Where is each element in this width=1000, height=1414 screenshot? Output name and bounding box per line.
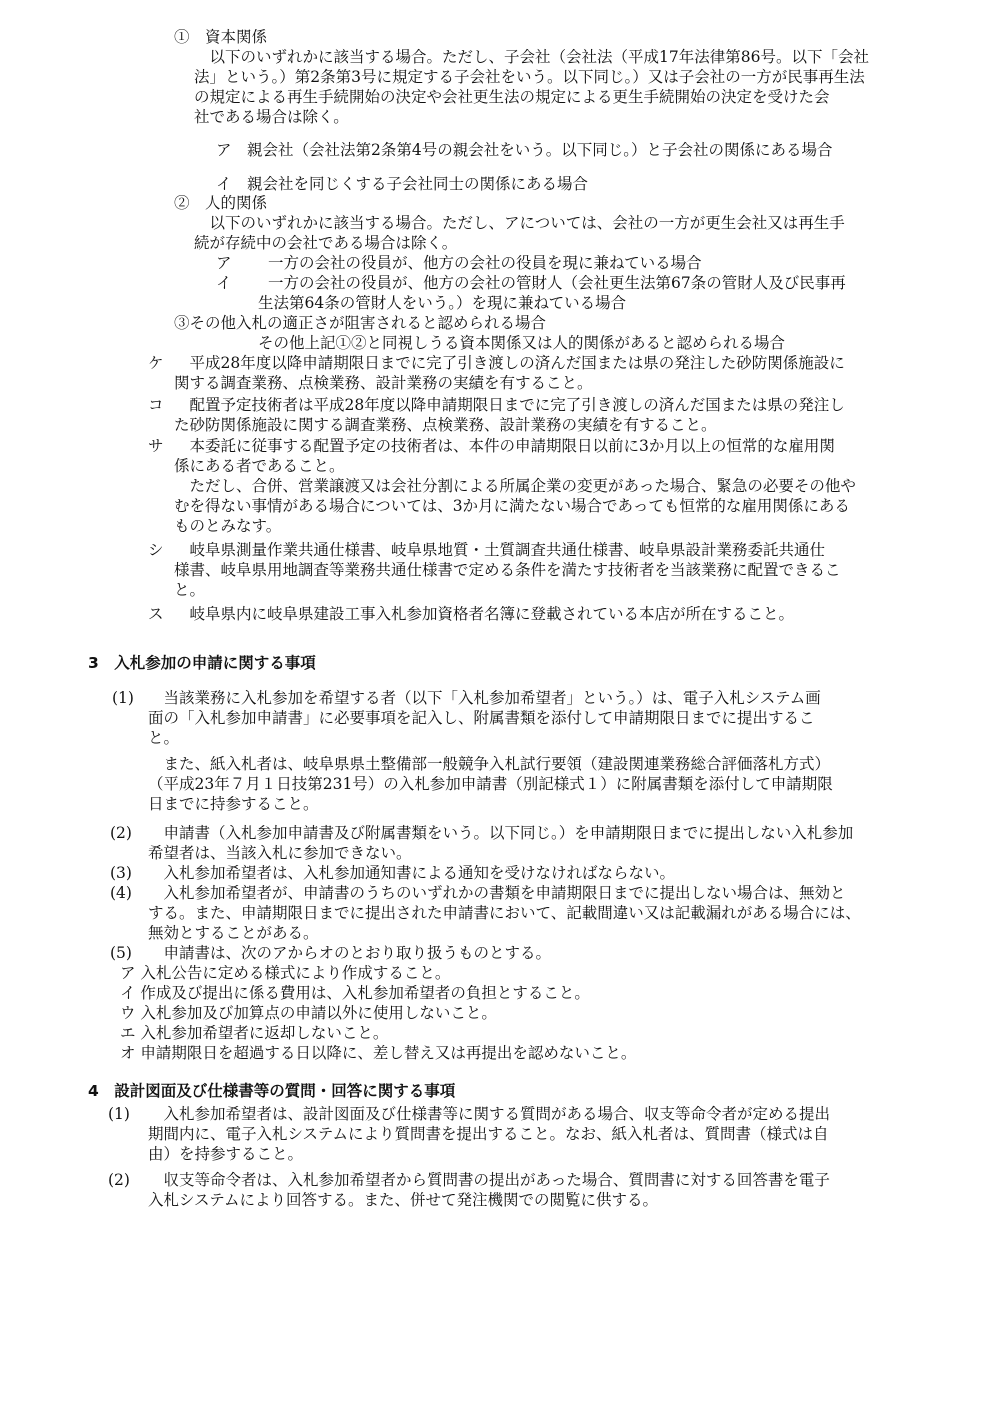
item-sa-text: ものとみなす。 — [174, 517, 282, 535]
item-sa-text: むを得ない事情がある場合については、3か月に満たない場合であっても恒常的な雇用関係にある — [174, 497, 850, 515]
section-3-p1-text: また、紙入札者は、岐阜県県土整備部一般競争入札試行要領（建設関連業務総合評価落札方式） — [148, 755, 831, 773]
item-ke-text: 関する調査業務、点検業務、設計業務の実績を有すること。 — [174, 374, 593, 392]
item-ke-label: ケ — [148, 354, 164, 372]
section-4-p1-text: 期間内に、電子入札システムにより質問書を提出すること。なお、紙入札者は、質問書（様式は自 — [148, 1125, 829, 1143]
item-shi-text: 様書、岐阜県用地調査等業務共通仕様書で定める条件を満たす技術者を当該業務に配置できるこ — [174, 561, 841, 579]
section-3-p5-label: (5) — [110, 944, 132, 962]
section-3-p4-label: (4) — [110, 884, 132, 902]
capital-item-i: イ 親会社を同じくする子会社同士の関係にある場合 — [216, 175, 589, 193]
section-3-p4-text: 無効とすることがある。 — [148, 924, 319, 942]
personnel-i-text: 一方の会社の役員が、他方の会社の管財人（会社更生法第67条の管財人及び民事再 — [268, 274, 846, 292]
personnel-a-text: 一方の会社の役員が、他方の会社の役員を現に兼ねている場合 — [268, 254, 702, 272]
section-3-sub-item: イ 作成及び提出に係る費用は、入札参加希望者の負担とすること。 — [120, 984, 590, 1002]
other-text: その他上記①②と同視しうる資本関係又は人的関係があると認められる場合 — [258, 334, 786, 352]
personnel-intro-line: 続が存続中の会社である場合は除く。 — [194, 234, 458, 252]
capital-item-a: ア 親会社（会社法第2条第4号の親会社をいう。以下同じ。）と子会社の関係にある場合 — [216, 141, 833, 159]
section-3-p1-label: (1) — [112, 689, 134, 707]
section-4-p2-label: (2) — [108, 1171, 130, 1189]
section-4-p1-text: 由）を持参すること。 — [148, 1145, 304, 1163]
section-4-heading: 4 設計図面及び仕様書等の質問・回答に関する事項 — [88, 1082, 456, 1100]
capital-intro-line: 以下のいずれかに該当する場合。ただし、子会社（会社法（平成17年法律第86号。以下「会社 — [194, 48, 869, 66]
personnel-i-text: 生法第64条の管財人をいう。）を現に兼ねている場合 — [258, 294, 627, 312]
item-sa-label: サ — [148, 437, 164, 455]
other-heading: ③その他入札の適正さが阻害されると認められる場合 — [174, 314, 547, 332]
personnel-intro-line: 以下のいずれかに該当する場合。ただし、アについては、会社の一方が更生会社又は再生手 — [194, 214, 845, 232]
section-3-p3-label: (3) — [110, 864, 132, 882]
item-sa-text: ただし、合併、営業譲渡又は会社分割による所属企業の変更があった場合、緊急の必要その他や — [174, 477, 856, 495]
personnel-a-label: ア — [216, 254, 232, 272]
section-4-p2-text: 入札システムにより回答する。また、併せて発注機関での閲覧に供する。 — [148, 1191, 658, 1209]
section-3-p4-text: 入札参加希望者が、申請書のうちのいずれかの書類を申請期限日までに提出しない場合は、無効と — [148, 884, 846, 902]
item-su-text: 岐阜県内に岐阜県建設工事入札参加資格者名簿に登載されている本店が所在すること。 — [174, 605, 795, 623]
capital-intro-line: 社である場合は除く。 — [194, 108, 349, 126]
capital-intro-line: の規定による再生手続開始の決定や会社更生法の規定による更生手続開始の決定を受けた会 — [194, 88, 830, 106]
section-3-sub-item: ア 入札公告に定める様式により作成すること。 — [120, 964, 451, 982]
capital-heading: ① 資本関係 — [174, 28, 268, 46]
item-sa-text: 係にある者であること。 — [174, 457, 345, 475]
section-4-p2-text: 収支等命令者は、入札参加希望者から質問書の提出があった場合、質問書に対する回答書を電子 — [148, 1171, 830, 1189]
section-3-p2-text: 申請書（入札参加申請書及び附属書類をいう。以下同じ。）を申請期限日までに提出しない入札参加 — [148, 824, 854, 842]
item-ko-text: た砂防関係施設に関する調査業務、点検業務、設計業務の実績を有すること。 — [174, 416, 717, 434]
section-3-sub-item: エ 入札参加希望者に返却しないこと。 — [120, 1024, 389, 1042]
section-3-p1-text: 日までに持参すること。 — [148, 795, 319, 813]
item-shi-text: と。 — [174, 581, 206, 599]
section-3-p3-text: 入札参加希望者は、入札参加通知書による通知を受けなければならない。 — [148, 864, 676, 882]
section-3-heading: 3 入札参加の申請に関する事項 — [88, 654, 316, 672]
section-3-sub-item: ウ 入札参加及び加算点の申請以外に使用しないこと。 — [120, 1004, 497, 1022]
capital-intro-line: 法」という。）第2条第3号に規定する子会社をいう。以下同じ。）又は子会社の一方が民事再生法 — [194, 68, 865, 86]
section-3-p2-text: 希望者は、当該入札に参加できない。 — [148, 844, 412, 862]
section-3-p5-text: 申請書は、次のアからオのとおり取り扱うものとする。 — [148, 944, 552, 962]
section-3-sub-item: オ 申請期限日を超過する日以降に、差し替え又は再提出を認めないこと。 — [120, 1044, 637, 1062]
section-3-p1-text: と。 — [148, 729, 180, 747]
section-3-p2-label: (2) — [110, 824, 132, 842]
item-ko-label: コ — [148, 396, 164, 414]
item-sa-text: 本委託に従事する配置予定の技術者は、本件の申請期限日以前に3か月以上の恒常的な雇用関 — [174, 437, 835, 455]
section-3-p1-text: 面の「入札参加申請書」に必要事項を記入し、附属書類を添付して申請期限日までに提出するこ — [148, 709, 815, 727]
item-ke-text: 平成28年度以降申請期限日までに完了引き渡しの済んだ国または県の発注した砂防関係施設に — [174, 354, 845, 372]
item-shi-text: 岐阜県測量作業共通仕様書、岐阜県地質・土質調査共通仕様書、岐阜県設計業務委託共通仕 — [174, 541, 826, 559]
section-3-p1-text: （平成23年７月１日技第231号）の入札参加申請書（別記様式１）に附属書類を添付して申請期限 — [148, 775, 833, 793]
item-su-label: ス — [148, 605, 164, 623]
personnel-heading: ② 人的関係 — [174, 194, 268, 212]
section-3-p4-text: する。また、申請期限日までに提出された申請書において、記載間違い又は記載漏れがある場合には、 — [148, 904, 861, 922]
item-shi-label: シ — [148, 541, 164, 559]
section-4-p1-label: (1) — [108, 1105, 130, 1123]
section-3-p1-text: 当該業務に入札参加を希望する者（以下「入札参加希望者」という。）は、電子入札システム画 — [148, 689, 821, 707]
item-ko-text: 配置予定技術者は平成28年度以降申請期限日までに完了引き渡しの済んだ国または県の発注し — [174, 396, 845, 414]
section-4-p1-text: 入札参加希望者は、設計図面及び仕様書等に関する質問がある場合、収支等命令者が定める提出 — [148, 1105, 831, 1123]
personnel-i-label: イ — [216, 274, 232, 292]
